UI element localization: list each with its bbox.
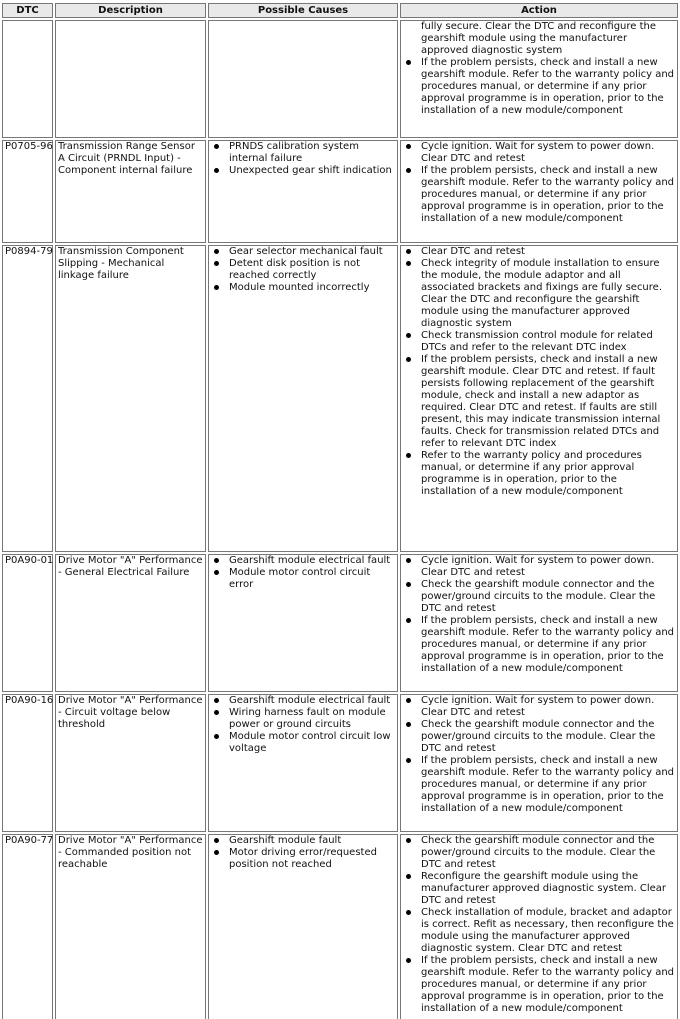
possible-causes-cell [208, 20, 398, 138]
header-possible-causes: Possible Causes [208, 3, 398, 18]
dtc-description: Drive Motor "A" Performance - Commanded position not reachable [55, 834, 206, 1019]
dtc-description: Drive Motor "A" Performance - General Electrical Failure [55, 554, 206, 692]
dtc-code [2, 20, 53, 138]
table-row [2, 834, 678, 1019]
action-item: Check the gearshift module connector and the power/ground circuits to the module. Clear the DTC and retest [403, 835, 675, 871]
action-cell [400, 140, 678, 243]
possible-causes-cell [208, 554, 398, 692]
possible-causes-cell [208, 140, 398, 243]
cause-item: Module motor control circuit low voltage [211, 731, 395, 755]
causes-list [211, 141, 395, 177]
header-description: Description [55, 3, 206, 18]
table-row [2, 694, 678, 832]
action-item: If the problem persists, check and install a new gearshift module. Refer to the warranty policy and procedures manual, or determine if any prior approval programme is in operation, prior to the installation of a new module/component [403, 615, 675, 675]
actions-list [403, 555, 675, 675]
causes-list [211, 835, 395, 871]
action-item-continued: fully secure. Clear the DTC and reconfigure the gearshift module using the manufacturer approved diagnostic system [421, 21, 657, 56]
table-row [2, 20, 678, 138]
action-item: Cycle ignition. Wait for system to power down. Clear DTC and retest [403, 141, 675, 165]
header-dtc: DTC [2, 3, 53, 18]
cause-item: Gear selector mechanical fault [211, 246, 395, 258]
action-item: Refer to the warranty policy and procedures manual, or determine if any prior approval programme is in operation, prior to the installation of a new module/component [403, 450, 675, 498]
cause-item: PRNDS calibration system internal failure [211, 141, 395, 165]
dtc-code: P0A90-01 [2, 554, 53, 692]
table-row [2, 554, 678, 692]
actions-list [403, 695, 675, 815]
action-item: Cycle ignition. Wait for system to power down. Clear DTC and retest [403, 695, 675, 719]
possible-causes-cell [208, 694, 398, 832]
table-row [2, 245, 678, 552]
causes-list [211, 695, 395, 755]
cause-item: Motor driving error/requested position not reached [211, 847, 395, 871]
table-body [2, 20, 678, 1019]
dtc-description: Transmission Range Sensor A Circuit (PRNDL Input) - Component internal failure [55, 140, 206, 243]
action-item: If the problem persists, check and install a new gearshift module. Clear DTC and retest. If fault persists following replacement of the gearshift module, check and install a new adaptor as required. Clear DTC and retest. If faults are still present, this may indicate transmission internal faults. Check for transmission related DTCs and refer to relevant DTC index [403, 354, 675, 450]
action-item: If the problem persists, check and install a new gearshift module. Refer to the warranty policy and procedures manual, or determine if any prior approval programme is in operation, prior to the installation of a new module/component [403, 955, 675, 1015]
dtc-code: P0894-79 [2, 245, 53, 552]
actions-list [403, 835, 675, 1015]
actions-list [403, 21, 675, 117]
actions-list [403, 141, 675, 225]
cause-item: Detent disk position is not reached correctly [211, 258, 395, 282]
action-cell [400, 694, 678, 832]
action-item: Check installation of module, bracket and adaptor is correct. Refit as necessary, then reconfigure the module using the manufacturer approved diagnostic system. Clear DTC and retest [403, 907, 675, 955]
action-item: If the problem persists, check and install a new gearshift module. Refer to the warranty policy and procedures manual, or determine if any prior approval programme is in operation, prior to the installation of a new module/component [403, 57, 675, 117]
causes-list [211, 555, 395, 591]
action-item: Check the gearshift module connector and the power/ground circuits to the module. Clear the DTC and retest [403, 719, 675, 755]
dtc-code: P0A90-16 [2, 694, 53, 832]
cause-item: Gearshift module fault [211, 835, 395, 847]
action-item: Check integrity of module installation to ensure the module, the module adaptor and all associated brackets and fixings are fully secure. Clear the DTC and reconfigure the gearshift module using the manufacturer approved diagnostic system [403, 258, 675, 330]
possible-causes-cell [208, 834, 398, 1019]
action-item: Check the gearshift module connector and the power/ground circuits to the module. Clear the DTC and retest [403, 579, 675, 615]
dtc-code: P0705-96 [2, 140, 53, 243]
actions-list [403, 246, 675, 498]
table-row [2, 140, 678, 243]
dtc-code: P0A90-77 [2, 834, 53, 1019]
dtc-description: Transmission Component Slipping - Mechanical linkage failure [55, 245, 206, 552]
cause-item: Unexpected gear shift indication [211, 165, 395, 177]
causes-list [211, 246, 395, 294]
dtc-table [0, 1, 680, 1019]
dtc-description [55, 20, 206, 138]
header-action: Action [400, 3, 678, 18]
cause-item: Wiring harness fault on module power or ground circuits [211, 707, 395, 731]
action-item: Reconfigure the gearshift module using the manufacturer approved diagnostic system. Clear DTC and retest [403, 871, 675, 907]
cause-item: Gearshift module electrical fault [211, 695, 395, 707]
cause-item: Module mounted incorrectly [211, 282, 395, 294]
action-cell [400, 834, 678, 1019]
action-cell [400, 20, 678, 138]
action-item: If the problem persists, check and install a new gearshift module. Refer to the warranty policy and procedures manual, or determine if any prior approval programme is in operation, prior to the installation of a new module/component [403, 755, 675, 815]
action-item: Clear DTC and retest [403, 246, 675, 258]
action-item: Cycle ignition. Wait for system to power down. Clear DTC and retest [403, 555, 675, 579]
possible-causes-cell [208, 245, 398, 552]
action-cell [400, 245, 678, 552]
dtc-description: Drive Motor "A" Performance - Circuit voltage below threshold [55, 694, 206, 832]
cause-item: Gearshift module electrical fault [211, 555, 395, 567]
action-item: Check transmission control module for related DTCs and refer to the relevant DTC index [403, 330, 675, 354]
cause-item: Module motor control circuit error [211, 567, 395, 591]
table-header-row [2, 3, 678, 18]
action-item: If the problem persists, check and install a new gearshift module. Refer to the warranty policy and procedures manual, or determine if any prior approval programme is in operation, prior to the installation of a new module/component [403, 165, 675, 225]
action-cell [400, 554, 678, 692]
